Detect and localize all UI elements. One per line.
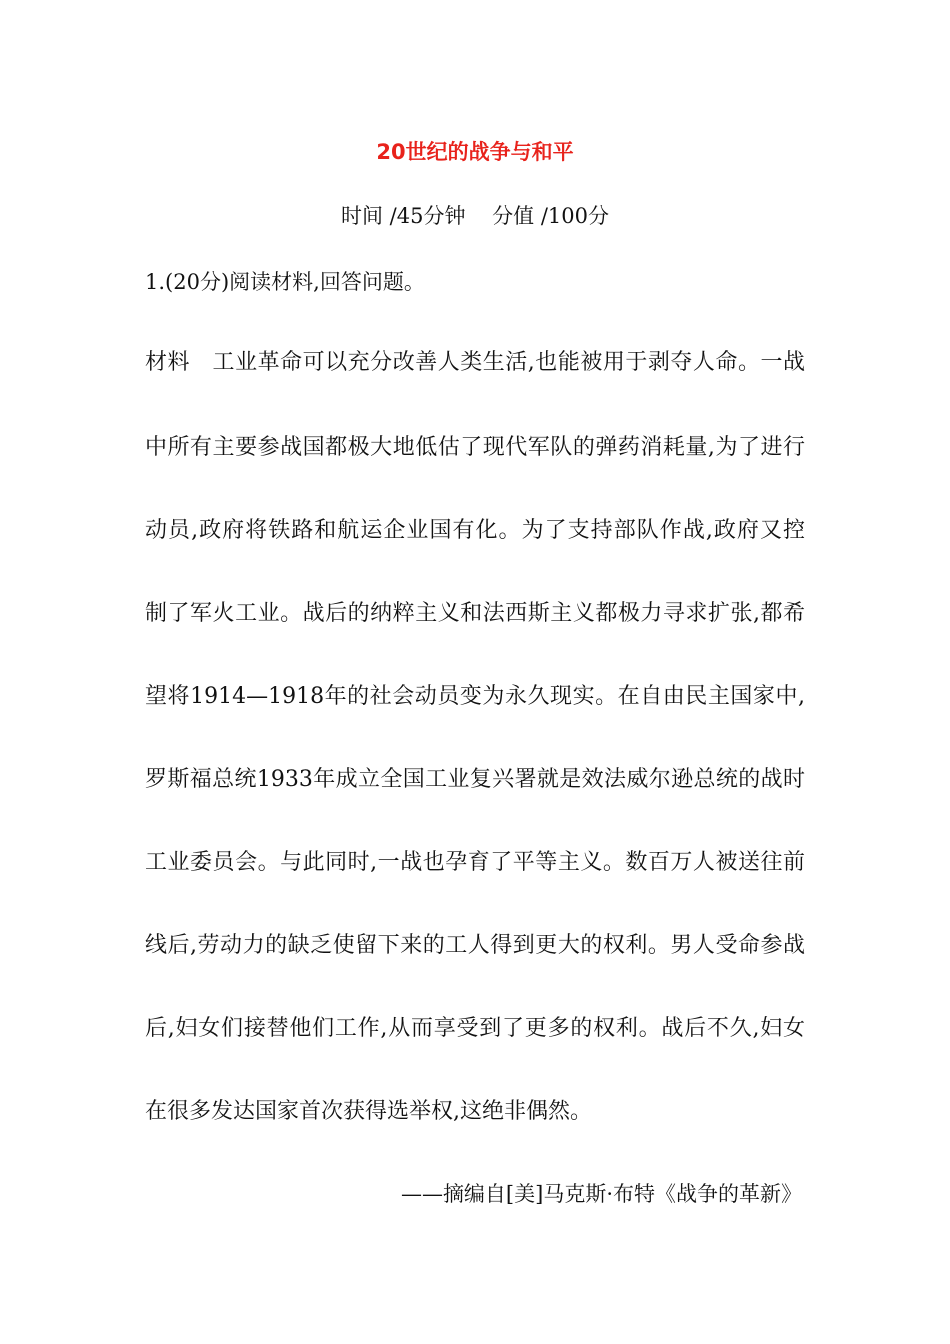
material-line: 动员,政府将铁路和航运企业国有化。为了支持部队作战,政府又控 — [145, 518, 805, 543]
material-line: 罗斯福总统1933年成立全国工业复兴署就是效法威尔逊总统的战时 — [145, 767, 805, 792]
citation: ——摘编自[美]马克斯·布特《战争的革新》 — [400, 1182, 802, 1206]
page-title: 20世纪的战争与和平 — [376, 140, 574, 164]
exam-meta: 时间 /45分钟 分值 /100分 — [340, 204, 609, 228]
question-prompt: 1.(20分)阅读材料,回答问题。 — [145, 270, 425, 294]
material-line: 望将1914—1918年的社会动员变为永久现实。在自由民主国家中, — [145, 684, 805, 709]
material-line: 材料 工业革命可以充分改善人类生活,也能被用于剥夺人命。一战 — [145, 350, 805, 375]
material-line: 制了军火工业。战后的纳粹主义和法西斯主义都极力寻求扩张,都希 — [145, 601, 805, 626]
material-line: 中所有主要参战国都极大地低估了现代军队的弹药消耗量,为了进行 — [145, 435, 805, 460]
material-line: 工业委员会。与此同时,一战也孕育了平等主义。数百万人被送往前 — [145, 850, 805, 875]
material-line: 线后,劳动力的缺乏使留下来的工人得到更大的权利。男人受命参战 — [145, 933, 805, 958]
material-line: 在很多发达国家首次获得选举权,这绝非偶然。 — [145, 1099, 592, 1124]
material-line: 后,妇女们接替他们工作,从而享受到了更多的权利。战后不久,妇女 — [145, 1016, 805, 1041]
